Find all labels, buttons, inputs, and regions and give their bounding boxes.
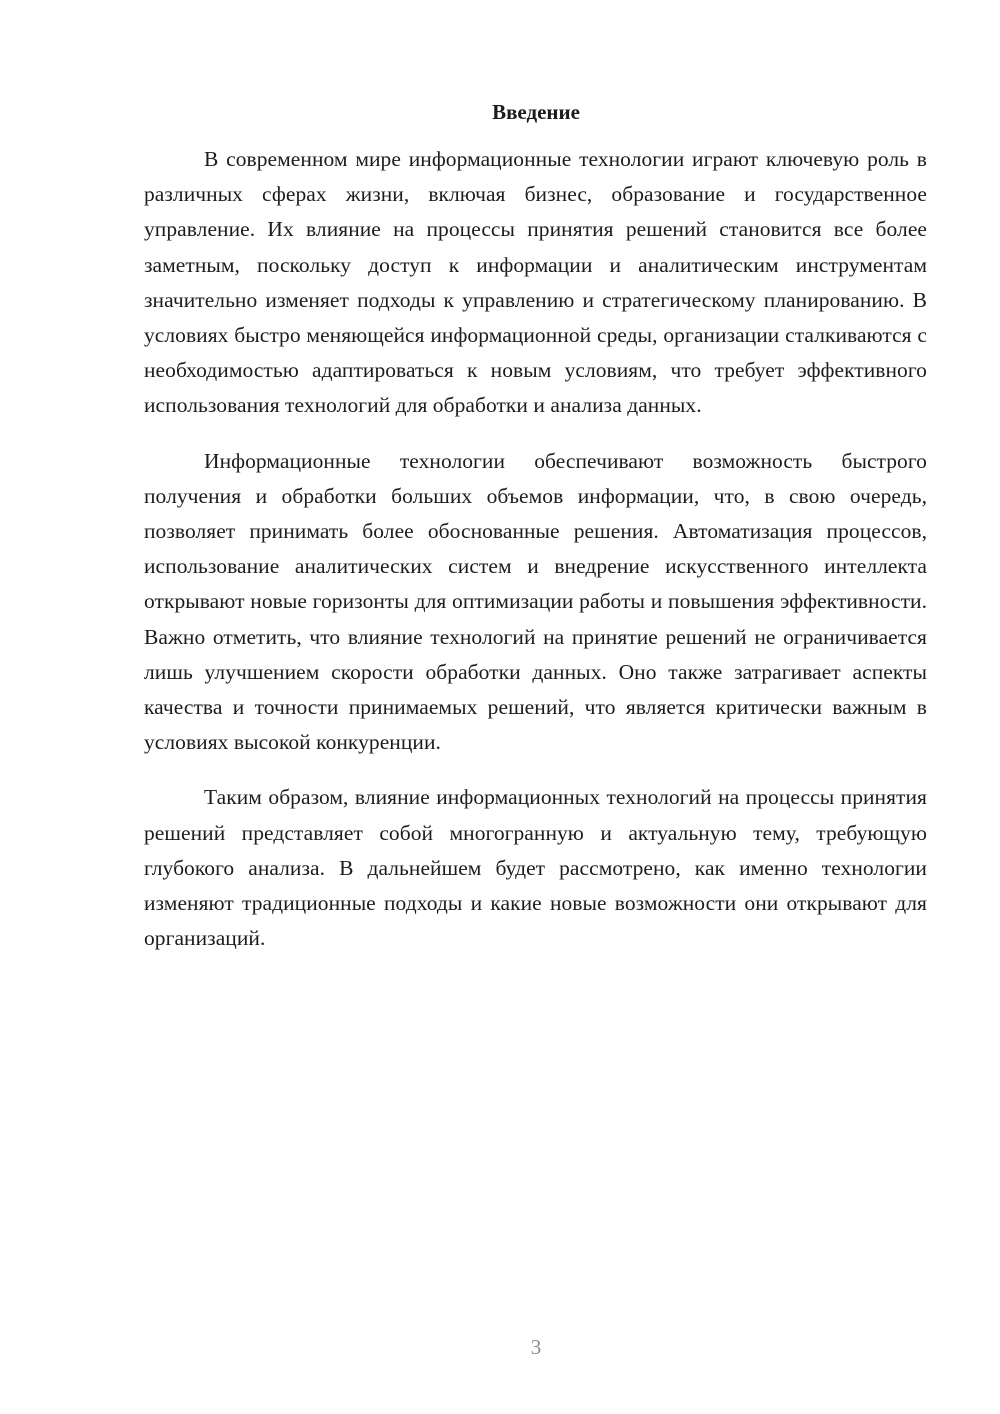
paragraph-2: Информационные технологии обеспечивают возможность быстрого получения и обработки больших объемов информации, что, в свою очередь, позволяет принимать более обоснованные решения. Автоматизация процессов, использование аналитических систем и внедрение искусственного интеллекта открывают новые горизонты для оптимизации работы и повышения эффективности. Важно отметить, что влияние технологий на принятие решений не ограничивается лишь улучшением скорости обработки данных. Оно также затрагивает аспекты качества и точности принимаемых решений, что является критически важным в условиях высокой конкуренции.	[144, 448, 927, 755]
page-number: 3	[530, 1335, 542, 1359]
body-text	[144, 142, 927, 976]
paragraph-1: В современном мире информационные технологии играют ключевую роль в различных сферах жизни, включая бизнес, образование и государственное управление. Их влияние на процессы принятия решений становится все более заметным, поскольку доступ к информации и аналитическим инструментам значительно изменяет подходы к управлению и стратегическому планированию. В условиях быстро меняющейся информационной среды, организации сталкиваются с необходимостью адаптироваться к новым условиям, что требует эффективного использования технологий для обработки и анализа данных.	[144, 147, 927, 418]
section-heading: Введение	[492, 100, 580, 124]
paragraph-3: Таким образом, влияние информационных технологий на процессы принятия решений представляет собой многогранную и актуальную тему, требующую глубокого анализа. В дальнейшем будет рассмотрено, как именно технологии изменяют традиционные подходы и какие новые возможности они открывают для организаций.	[144, 785, 927, 951]
